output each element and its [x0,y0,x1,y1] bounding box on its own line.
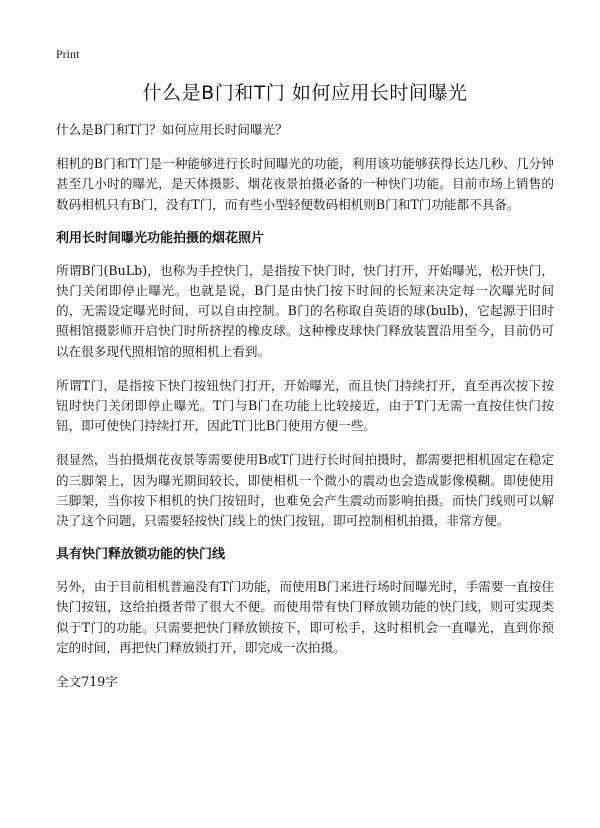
paragraph-intro: 相机的B门和T门是一种能够进行长时间曝光的功能，利用该功能够获得长达几秒、几分钟甚至几小时的曝光，是天体摄影、烟花夜景拍摄必备的一种快门功能。目前市场上销售的数码相机只有B门，没有T门，而有些小型轻便数码相机则B门和T门功能都不具备。 [56,156,554,212]
paragraph-tripod: 很显然，当拍摄烟花夜景等需要使用B或T门进行长时间拍摄时，都需要把相机固定在稳定的三脚架上，因为曝光期间较长，即使相机一个微小的震动也会造成影像模糊。即使使用三脚架，当你按下相机的快门按钮时，也难免会产生震动而影响拍摄。而快门线则可以解决了这个问题，只需要轻按快门线上的快门按钮，即可控制相机拍摄，非常方便。 [56,452,554,529]
word-count: 全文719字 [56,674,118,690]
heading-release-lock: 具有快门释放锁功能的快门线 [56,547,226,563]
page-title: 什么是B门和T门 如何应用长时间曝光 [142,82,468,104]
article-subtitle: 什么是B门和T门？如何应用长时间曝光？ [56,122,288,137]
print-link[interactable]: Print [56,47,80,61]
paragraph-b-door: 所谓B门(BuLb)，也称为手控快门，是指按下快门时，快门打开，开始曝光，松开快门，快门关闭即停止曝光。也就是说，B门是由快门按下时间的长短来决定每一次曝光时间的，无需设定曝光时间，可以自由控制。B门的名称取自英语的球(bulb)，它起源于旧时照相馆摄影师开启快门时所挤捏的橡皮球。这种橡皮球快门释放装置沿用至今，目前仍可以在很多现代照相馆的照相机上看到。 [56,262,554,359]
paragraph-cable: 另外，由于目前相机普遍没有T门功能，而使用B门来进行场时间曝光时，手需要一直按住快门按钮，这给拍摄者带了很大不便。而使用带有快门释放锁功能的快门线，则可实现类似于T门的功能。只需要把快门释放锁按下，即可松手，这时相机会一直曝光，直到你预定的时间，再把快门释放锁打开，即完成一次拍摄。 [56,579,554,655]
article-body [56,120,554,706]
heading-fireworks: 利用长时间曝光功能拍摄的烟花照片 [56,230,265,246]
paragraph-t-door: 所谓T门，是指按下快门按钮快门打开，开始曝光，而且快门持续打开，直至再次按下按钮时快门关闭即停止曝光。T门与B门在功能上比较接近，由于T门无需一直按住快门按钮，即可使快门持续打开，因此T门比B门使用方便一些。 [56,377,554,434]
